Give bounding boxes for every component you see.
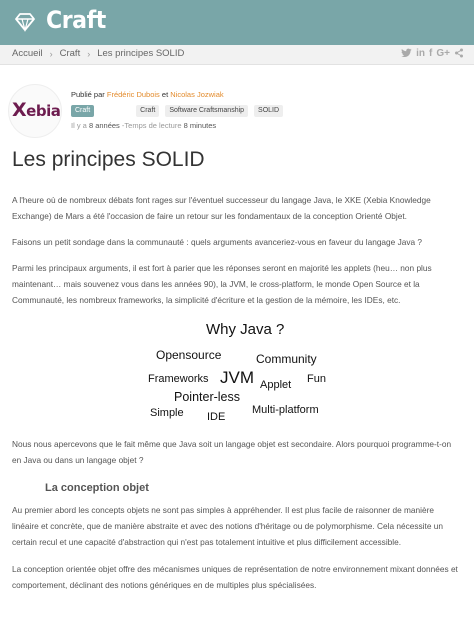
share-icon[interactable] [454,48,464,61]
page-title: Les principes SOLID [12,148,205,171]
paragraph-question: Nous nous apercevons que le fait même que Java soit un langage objet est secondaire. Alors pourquoi programme-t-on en Java ou dans un langage objet ? [12,439,452,465]
paragraph-concepts: Au premier abord les concepts objets ne sont pas simples à appréhender. Il est plus facile de raisonner de manière linéaire et concrète, que de manière abstraite et avec des notions d'héritage ou de polymorphisme. Cela nécessite un certain recul et une capacité d'abstraction qui n'est pas totalement intuitive et plus difficilement accessible. [12,505,443,547]
ago-label: Il y a [71,121,87,130]
why-java-word-cloud [140,318,340,430]
and-label: et [161,90,169,99]
breadcrumb-bar [0,45,474,65]
cloud-word: Simple [150,407,184,419]
cloud-word: Multi-platform [252,404,319,416]
google-plus-icon[interactable]: G+ [436,48,450,59]
author-link-1[interactable]: Frédéric Dubois [106,90,160,99]
diamond-logo-icon[interactable] [14,12,36,32]
author-link-2[interactable]: Nicolas Jozwiak [170,90,224,99]
facebook-icon[interactable]: f [429,48,433,59]
cloud-word: Community [256,352,317,366]
paragraph-arguments: Parmi les principaux arguments, il est fort à parier que les réponses seront en majorité les applets (heu… non plus maintenant… mais souvenez vous dans les années 90), la JVM, le cross-platform, le monde Open Source et la Communauté, les nombreux frameworks, la simplicité d'écriture et la gestion de la mémoire, les IDEs, etc. [12,263,432,305]
breadcrumb-current: Les principes SOLID [97,48,185,59]
breadcrumb [12,48,184,59]
read-value: 8 minutes [183,121,217,130]
cloud-word: Frameworks [148,373,209,385]
tag-software-craftsmanship[interactable]: Software Craftsmanship [165,105,248,117]
read-label: -Temps de lecture [121,121,182,130]
paragraph-intro: A l'heure où de nombreux débats font rages sur l'éventuel successeur du langage Java, le XKE (Xebia Knowledge Exchange) de Mars a été l'occasion de faire un retour sur les fondamentaux de la conception Orienté Objet. [12,195,431,221]
cloud-word: Pointer-less [174,390,240,404]
paragraph-survey: Faisons un petit sondage dans la communauté : quels arguments avanceriez-vous en faveur du langage Java ? [12,237,423,247]
linkedin-icon[interactable]: in [416,48,426,59]
chevron-right-icon: › [87,48,91,59]
author-avatar[interactable] [8,84,62,138]
post-byline [71,90,224,99]
share-links [401,48,464,61]
twitter-icon[interactable] [401,48,412,61]
site-brand[interactable]: Craft [46,6,106,34]
xebia-logo: Xebia [12,99,61,121]
breadcrumb-category[interactable]: Craft [59,48,81,59]
ago-value: 8 années [88,121,120,130]
paragraph-mechanisms: La conception orientée objet offre des mécanismes uniques de représentation de notre environnement mixant données et comportement, déclinant des notions génériques en de multiples plus spécialisées. [12,564,458,590]
published-label: Publié par [71,90,105,99]
tag-craft[interactable]: Craft [136,105,159,117]
breadcrumb-home[interactable]: Accueil [12,48,43,59]
post-tags [71,105,289,117]
post-timing [71,121,216,130]
section-heading: La conception objet [45,482,149,494]
category-badge[interactable]: Craft [71,105,94,117]
site-header [0,0,474,45]
cloud-word: IDE [207,411,226,423]
cloud-word: Applet [260,379,292,391]
cloud-word: JVM [220,368,254,387]
chevron-right-icon: › [49,48,53,59]
tag-solid[interactable]: SOLID [254,105,283,117]
cloud-title: Why Java ? [206,321,285,338]
cloud-word: Fun [307,373,326,385]
cloud-word: Opensource [156,348,222,362]
